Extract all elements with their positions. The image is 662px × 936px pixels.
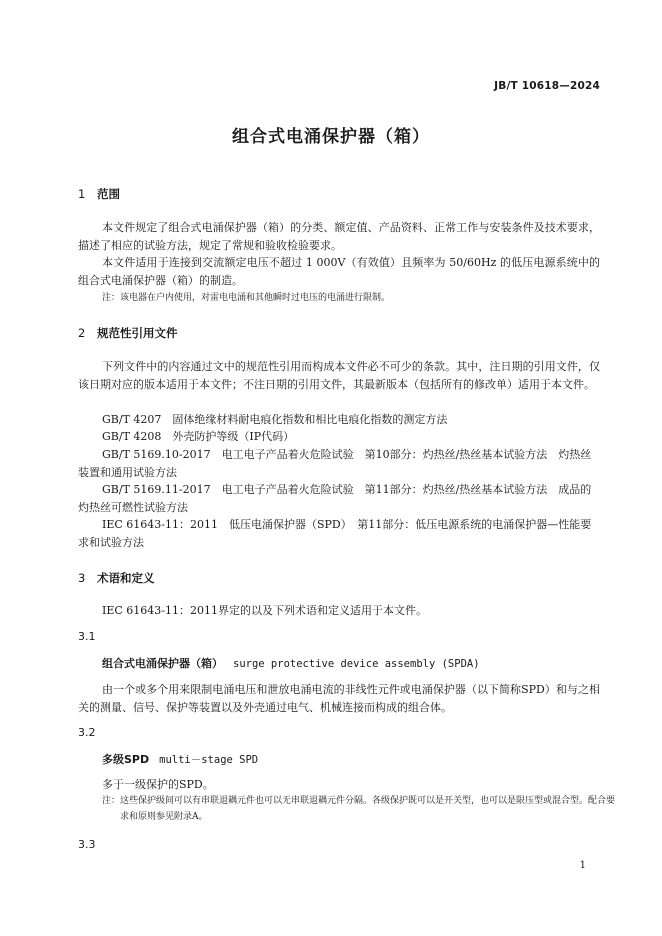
term-chinese: 组合式电涌保护器（箱） — [102, 657, 223, 670]
term-heading — [102, 655, 480, 671]
section-title: 术语和定义 — [97, 571, 155, 585]
terms-intro: IEC 61643-11：2011界定的以及下列术语和定义适用于本文件。 — [102, 604, 427, 617]
section-number: 3 — [78, 571, 86, 585]
term-heading — [102, 751, 258, 767]
standard-code: JB/T 10618—2024 — [494, 80, 600, 92]
reference-item: GB/T 5169.11-2017 电工电子产品着火危险试验 第11部分：灼热丝/热丝基本试验方法 成品的灼热丝可燃性试验方法 — [78, 483, 592, 514]
section-title: 范围 — [97, 187, 120, 201]
section-2-heading — [78, 325, 178, 341]
scope-note: 注：该电器在户内使用，对雷电电涌和其他瞬时过电压的电涌进行限制。 — [102, 293, 391, 303]
term-definition: 多于一级保护的SPD。 — [102, 778, 214, 791]
page-number: 1 — [579, 860, 586, 871]
section-number: 1 — [78, 187, 86, 201]
term-chinese: 多级SPD — [102, 753, 150, 766]
document-title: 组合式电涌保护器（箱） — [232, 127, 430, 147]
reference-item: IEC 61643-11：2011 低压电涌保护器（SPD） 第11部分：低压电源系统的电涌保护器—性能要求和试验方法 — [78, 518, 592, 549]
term-english: surge protective device assembly (SPDA) — [233, 658, 480, 670]
section-number: 2 — [78, 326, 86, 340]
scope-paragraph-2: 本文件适用于连接到交流额定电压不超过 1 000V（有效值）且频率为 50/60Hz 的低压电源系统中的组合式电涌保护器（箱）的制造。 — [78, 256, 600, 287]
term-definition: 由一个或多个用来限制电涌电压和泄放电涌电流的非线性元件或电涌保护器（以下简称SPD）和与之相关的测量、信号、保护等装置以及外壳通过电气、机械连接而构成的组合体。 — [78, 683, 600, 714]
clause-number: 3.3 — [78, 838, 96, 851]
section-title: 规范性引用文件 — [97, 326, 178, 340]
clause-number: 3.2 — [78, 726, 96, 739]
term-english: multi－stage SPD — [159, 754, 259, 766]
normative-references-intro: 下列文件中的内容通过文中的规范性引用而构成本文件必不可少的条款。其中，注日期的引用文件，仅该日期对应的版本适用于本文件；不注日期的引用文件，其最新版本（包括所有的修改单）适用于本文件。 — [78, 360, 600, 391]
reference-item: GB/T 5169.10-2017 电工电子产品着火危险试验 第10部分：灼热丝/热丝基本试验方法 灼热丝装置和通用试验方法 — [78, 448, 592, 479]
reference-item: GB/T 4208 外壳防护等级（IP代码） — [102, 430, 295, 443]
section-3-heading — [78, 570, 155, 586]
clause-number: 3.1 — [78, 630, 96, 643]
scope-paragraph-1: 本文件规定了组合式电涌保护器（箱）的分类、额定值、产品资料、正常工作与安装条件及技术要求，描述了相应的试验方法，规定了常规和验收检验要求。 — [78, 221, 600, 252]
reference-item: GB/T 4207 固体绝缘材料耐电痕化指数和相比电痕化指数的测定方法 — [102, 413, 448, 426]
term-note: 注：这些保护级间可以有串联退耦元件也可以无串联退耦元件分隔。各级保护既可以是开关型，也可以是限压型或混合型。配合要求和原则参见附录A。 — [102, 796, 616, 822]
section-1-heading — [78, 186, 120, 202]
